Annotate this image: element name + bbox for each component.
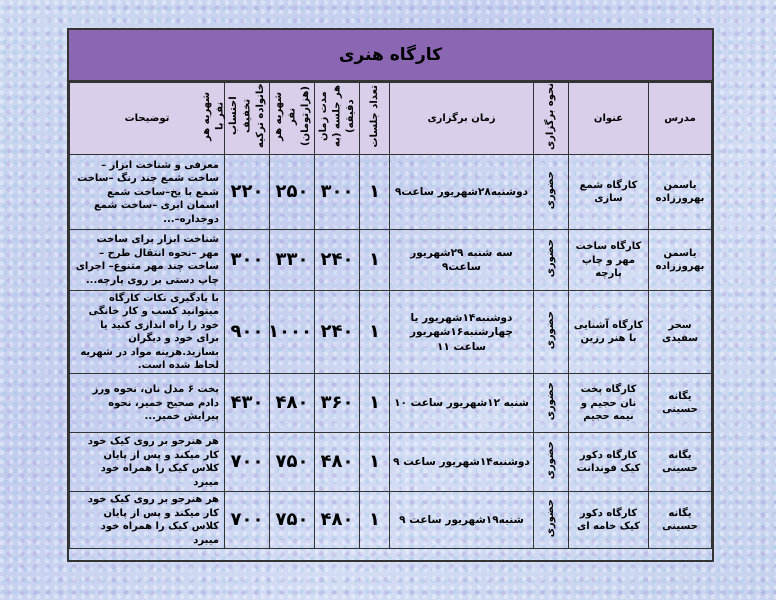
header-duration-label: مدت زمان هر جلسه (به دقیقه) bbox=[317, 85, 356, 148]
cell-time: شنبه ۱۲شهریور ساعت ۱۰ bbox=[390, 374, 534, 433]
cell-sessions: ۱ bbox=[360, 492, 390, 549]
cell-time: دوشنبه۱۴شهریور ساعت ۹ bbox=[390, 433, 534, 492]
cell-time: شنبه۱۹شهریور ساعت ۹ bbox=[390, 492, 534, 549]
cell-teacher: سحر سفیدی bbox=[649, 291, 712, 374]
table-row bbox=[70, 155, 712, 230]
cell-mode-label: حضوری bbox=[545, 239, 557, 278]
header-mode bbox=[534, 83, 569, 155]
cell-desc: هر هنرجو بر روی کیک خود کار میکند و پس از پایان کلاس کیک را همراه خود میبرد bbox=[70, 433, 225, 492]
cell-fee: ۷۵۰ bbox=[270, 433, 315, 492]
cell-subject: کارگاه شمع سازی bbox=[569, 155, 649, 230]
header-mode-label: نحوه برگزاری bbox=[545, 83, 557, 150]
cell-teacher: یگانه حسینی bbox=[649, 374, 712, 433]
cell-teacher: یاسمن بهروززاده bbox=[649, 230, 712, 291]
cell-discount: ۴۳۰ bbox=[225, 374, 270, 433]
header-fee-label: شهریه هر نفر (هزارتومان) bbox=[272, 86, 311, 147]
cell-fee: ۷۵۰ bbox=[270, 492, 315, 549]
cell-duration: ۴۸۰ bbox=[315, 433, 360, 492]
cell-time: دوشنبه۲۸شهریور ساعت۹ bbox=[390, 155, 534, 230]
cell-mode-label: حضوری bbox=[545, 311, 557, 350]
cell-fee: ۲۵۰ bbox=[270, 155, 315, 230]
header-sessions-label: تعداد جلسات bbox=[368, 85, 380, 148]
workshop-table-frame bbox=[67, 28, 714, 562]
header-discount bbox=[200, 83, 270, 155]
table-row bbox=[70, 492, 712, 549]
cell-discount: ۷۰۰ bbox=[225, 492, 270, 549]
cell-duration: ۳۰۰ bbox=[315, 155, 360, 230]
table-row bbox=[70, 433, 712, 492]
cell-fee: ۴۸۰ bbox=[270, 374, 315, 433]
table-row bbox=[70, 291, 712, 374]
cell-fee: ۱۰۰۰ bbox=[270, 291, 315, 374]
cell-duration: ۳۶۰ bbox=[315, 374, 360, 433]
table-row bbox=[70, 230, 712, 291]
cell-desc: هر هنرجو بر روی کیک خود کار میکند و پس از پایان کلاس کیک را همراه خود میبرد bbox=[70, 492, 225, 549]
cell-desc: شناخت ابزار برای ساخت مهر –نحوه انتقال طرح –ساخت چند مهر متنوع– اجرای چاپ دستی بر روی پارچه... bbox=[70, 230, 225, 291]
header-desc: توضیحات bbox=[70, 83, 225, 155]
header-duration bbox=[315, 83, 360, 155]
cell-subject: کارگاه پخت نان حجیم و نیمه حجیم bbox=[569, 374, 649, 433]
cell-mode-label: حضوری bbox=[545, 441, 557, 480]
cell-discount: ۹۰۰ bbox=[225, 291, 270, 374]
header-fee bbox=[270, 83, 315, 155]
cell-teacher: یگانه حسینی bbox=[649, 433, 712, 492]
cell-subject: کارگاه آشنایی با هنر رزین bbox=[569, 291, 649, 374]
header-time: زمان برگزاری bbox=[390, 83, 534, 155]
page-title: کارگاه هنری bbox=[69, 30, 712, 82]
cell-mode-label: حضوری bbox=[545, 499, 557, 538]
cell-time: دوشنبه۱۴شهریور یا چهارشنبه۱۶شهریور ساعت ۱۱ bbox=[390, 291, 534, 374]
cell-desc: پخت ۶ مدل نان، نحوه ورز دادم صحیح خمیر، نحوه پیرایش خمیر... bbox=[70, 374, 225, 433]
cell-desc: معرفی و شناخت ابزار –ساخت شمع چند رنگ –ساخت شمع با یخ–ساخت شمع اسمان ابری –ساخت شمع دوجداره–... bbox=[70, 155, 225, 230]
cell-mode-label: حضوری bbox=[545, 382, 557, 421]
cell-sessions: ۱ bbox=[360, 291, 390, 374]
cell-desc: با یادگیری نکات کارگاه میتوانید کسب و کار خانگی خود را راه اندازی کنید یا برای خود و دیگران بسازید.هزینه مواد در شهریه لحاظ شده است. bbox=[70, 291, 225, 374]
cell-mode bbox=[534, 291, 569, 374]
cell-subject: کارگاه دکور کیک خامه ای bbox=[569, 492, 649, 549]
header-subject: عنوان bbox=[569, 83, 649, 155]
table-row bbox=[70, 374, 712, 433]
cell-sessions: ۱ bbox=[360, 374, 390, 433]
cell-sessions: ۱ bbox=[360, 155, 390, 230]
cell-subject: کارگاه ساخت مهر و چاپ پارچه bbox=[569, 230, 649, 291]
cell-subject: کارگاه دکور کیک فوندانت bbox=[569, 433, 649, 492]
cell-mode bbox=[534, 230, 569, 291]
cell-mode bbox=[534, 374, 569, 433]
workshop-table bbox=[69, 82, 712, 549]
cell-duration: ۲۴۰ bbox=[315, 291, 360, 374]
header-row bbox=[70, 83, 712, 155]
cell-duration: ۲۴۰ bbox=[315, 230, 360, 291]
cell-sessions: ۱ bbox=[360, 230, 390, 291]
cell-sessions: ۱ bbox=[360, 433, 390, 492]
cell-fee: ۳۳۰ bbox=[270, 230, 315, 291]
header-teacher: مدرس bbox=[649, 83, 712, 155]
cell-mode-label: حضوری bbox=[545, 171, 557, 210]
cell-discount: ۳۰۰ bbox=[225, 230, 270, 291]
cell-mode bbox=[534, 492, 569, 549]
cell-teacher: یاسمن بهروززاده bbox=[649, 155, 712, 230]
cell-duration: ۴۸۰ bbox=[315, 492, 360, 549]
cell-time: سه شنبه ۲۹شهریور ساعت۹ bbox=[390, 230, 534, 291]
header-discount-label: شهریه هر نفر با احتساب تخفیف خانواده ترکیه bbox=[200, 84, 266, 149]
cell-discount: ۷۰۰ bbox=[225, 433, 270, 492]
cell-mode bbox=[534, 433, 569, 492]
header-sessions bbox=[360, 83, 390, 155]
cell-teacher: یگانه حسینی bbox=[649, 492, 712, 549]
cell-discount: ۲۲۰ bbox=[225, 155, 270, 230]
cell-mode bbox=[534, 155, 569, 230]
